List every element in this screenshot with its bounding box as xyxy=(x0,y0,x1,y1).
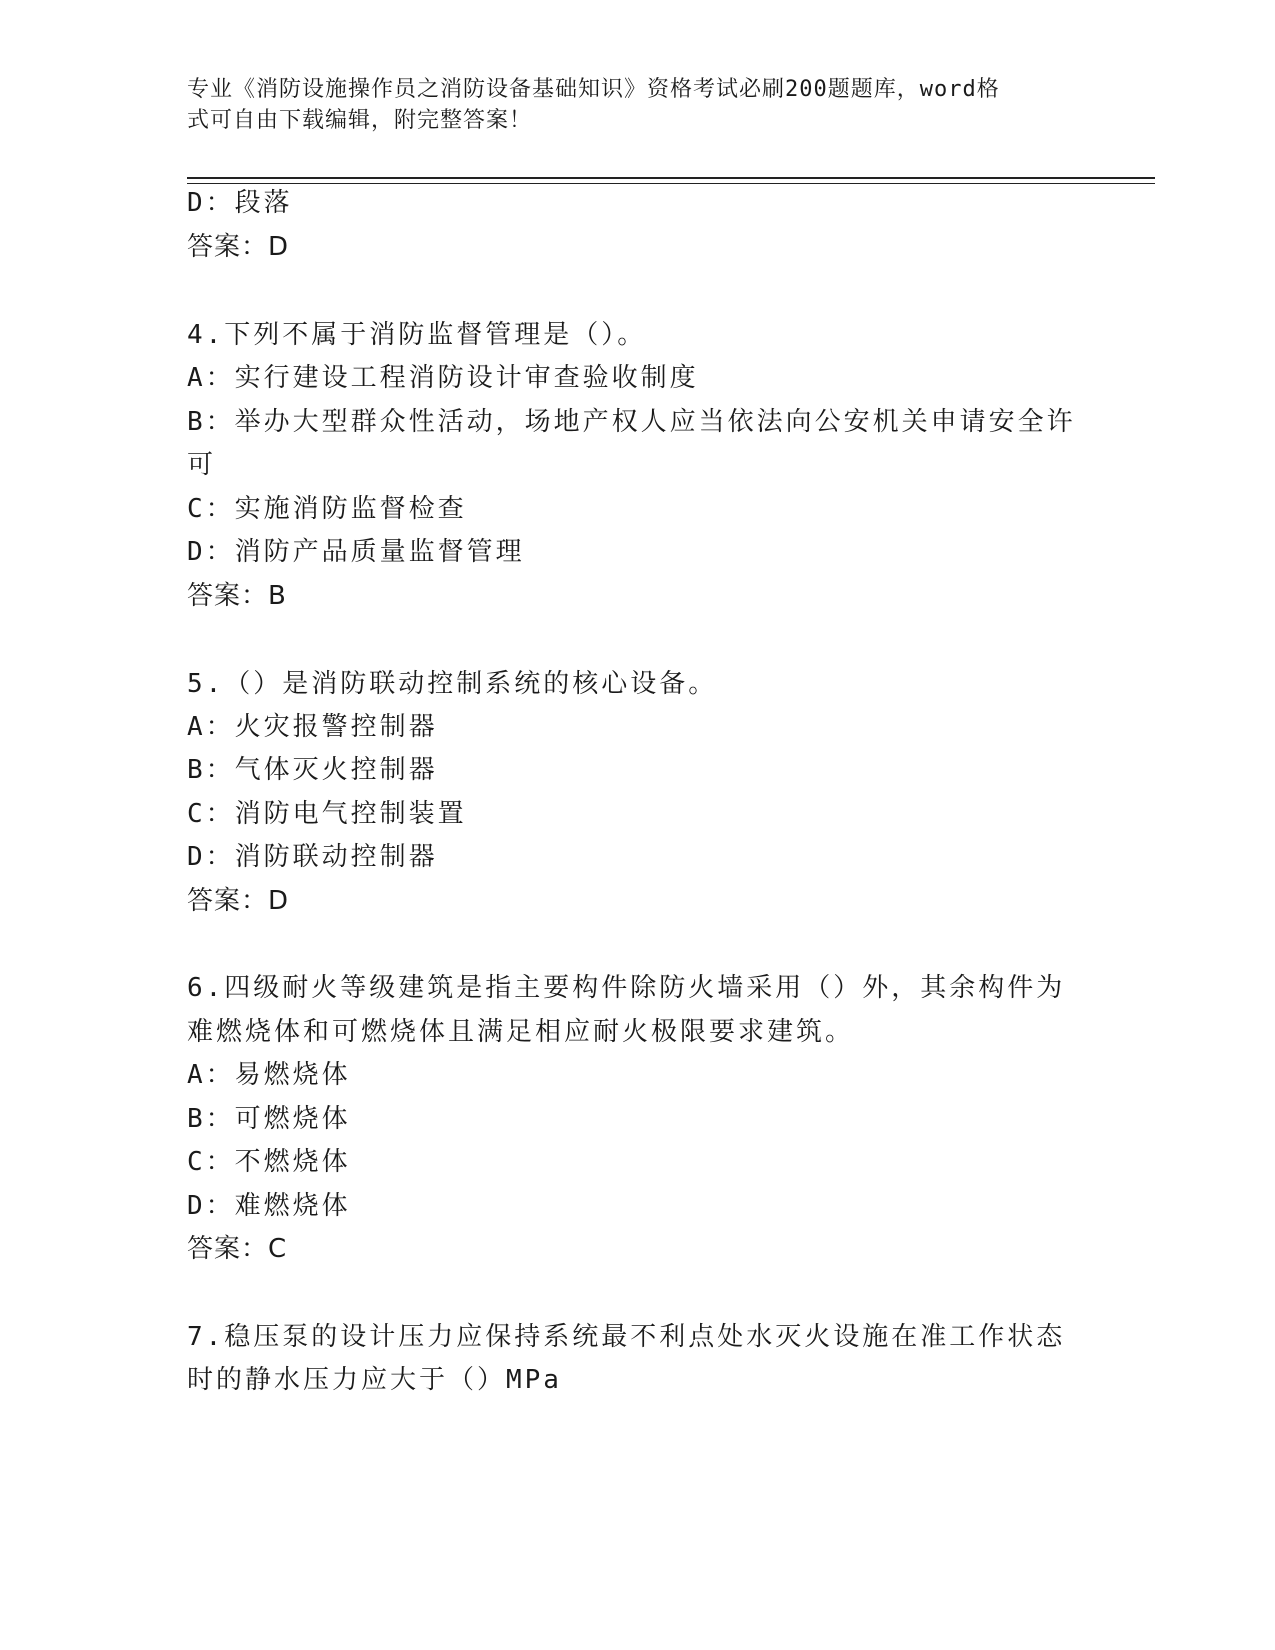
q5-option-b: B：气体灭火控制器 xyxy=(187,755,438,785)
header-divider-thick xyxy=(187,177,1155,179)
q6-stem-line1: 6.四级耐火等级建筑是指主要构件除防火墙采用（）外，其余构件为 xyxy=(187,973,1066,1003)
document-header xyxy=(187,74,1067,136)
prev-option-d: D：段落 xyxy=(187,188,293,218)
q5-option-a: A：火灾报警控制器 xyxy=(187,712,438,742)
q6-option-b: B：可燃烧体 xyxy=(187,1104,351,1134)
q4-option-b-line1: B：举办大型群众性活动，场地产权人应当依法向公安机关申请安全许 xyxy=(187,407,1076,437)
q5-stem: 5.（）是消防联动控制系统的核心设备。 xyxy=(187,669,718,699)
q4-option-b-line2: 可 xyxy=(187,450,217,480)
q5-option-c: C：消防电气控制装置 xyxy=(187,799,467,829)
header-title-line1: 专业《消防设施操作员之消防设备基础知识》资格考试必刷200题题库，word格 xyxy=(187,77,1000,102)
q4-stem: 4.下列不属于消防监督管理是（）。 xyxy=(187,320,647,350)
q6-option-c: C：不燃烧体 xyxy=(187,1147,351,1177)
q6-option-d: D：难燃烧体 xyxy=(187,1191,351,1221)
q6-answer: 答案：C xyxy=(187,1234,288,1264)
q5-answer: 答案：D xyxy=(187,886,290,916)
q4-answer: 答案：B xyxy=(187,581,287,611)
q6-option-a: A：易燃烧体 xyxy=(187,1060,351,1090)
q4-option-d: D：消防产品质量监督管理 xyxy=(187,537,525,567)
q5-option-d: D：消防联动控制器 xyxy=(187,842,438,872)
prev-answer: 答案：D xyxy=(187,232,290,262)
q4-option-a: A：实行建设工程消防设计审查验收制度 xyxy=(187,363,699,393)
q6-stem-line2: 难燃烧体和可燃烧体且满足相应耐火极限要求建筑。 xyxy=(187,1017,855,1047)
q7-stem-line1: 7.稳压泵的设计压力应保持系统最不利点处水灭火设施在准工作状态 xyxy=(187,1322,1066,1352)
q4-option-c: C：实施消防监督检查 xyxy=(187,494,467,524)
header-title-line2: 式可自由下载编辑，附完整答案！ xyxy=(187,108,533,133)
header-divider-thin xyxy=(187,183,1155,184)
q7-stem-line2: 时的静水压力应大于（）MPa xyxy=(187,1365,562,1395)
